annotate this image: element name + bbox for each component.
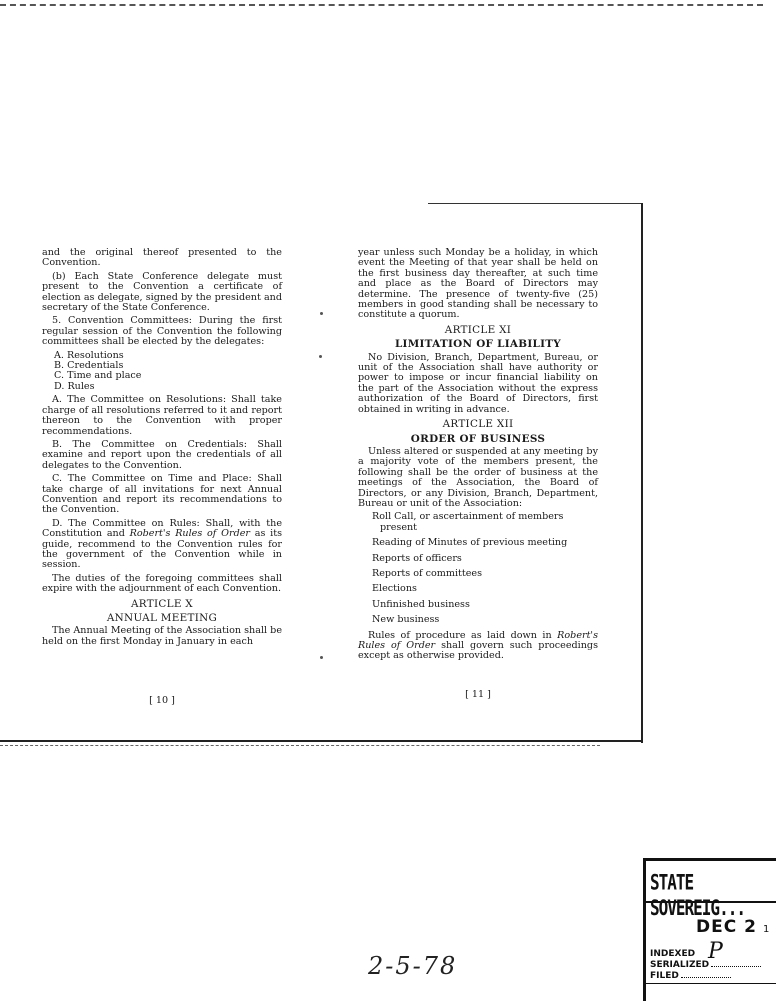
annual-meeting-paragraph: The Annual Meeting of the Association shall be held on the first Monday in January in each — [42, 625, 282, 647]
page-spread-top-edge — [428, 203, 642, 204]
order-item: Roll Call, or ascertainment of members present — [372, 511, 564, 533]
article-xii-title: ORDER OF BUSINESS — [410, 432, 546, 445]
page-number-right: [ 11 ] — [465, 689, 491, 700]
left-page — [42, 247, 282, 706]
page-spread-right-edge — [641, 203, 643, 743]
rules-committee-paragraph: D. The Committee on Rules: Shall, with the Constitution and Robert's Rules of Order as its guide, recommend to the Convention rules for the government of the Convention while in session. — [42, 517, 282, 571]
duties-paragraph: The duties of the foregoing committees shall expire with the adjournment of each Convention. — [42, 572, 282, 595]
left-paragraph: and the original thereof presented to the Convention. — [42, 247, 282, 269]
right-page — [358, 247, 598, 700]
committee-item: B. Credentials — [54, 360, 124, 372]
article-xi-title: LIMITATION OF LIABILITY — [394, 338, 562, 351]
stamp-filed-line: FILED — [650, 971, 731, 981]
committee-item: C. Time and place — [54, 370, 142, 382]
order-item: Unfinished business — [372, 598, 470, 610]
article-xii-number: ARTICLE XII — [442, 418, 514, 431]
left-paragraph: (b) Each State Conference delegate must present to the Convention a certificate of election as delegate, signed by the president and secretary of the State Conference. — [42, 270, 282, 314]
filing-stamp — [643, 858, 776, 1001]
order-of-business-list — [358, 512, 598, 625]
article-xi-number: ARTICLE XI — [444, 323, 512, 336]
scan-speck — [320, 312, 323, 315]
article-x-number: ARTICLE X — [130, 597, 193, 610]
stamp-date: DEC 2 1 — [696, 917, 771, 937]
stamp-divider — [646, 901, 776, 903]
top-dashed-edge — [0, 4, 763, 6]
handwritten-date-note: 2-5-78 — [368, 952, 458, 980]
stamp-initial-scrawl: P — [708, 939, 723, 964]
committee-list — [42, 351, 282, 393]
order-of-business-paragraph: Unless altered or suspended at any meeting by a majority vote of the members present, the following shall be the order of business at the meetings of the Association, the Board of Directors, or any Division, Branch, Department, Bureau or unit of the Association: — [358, 445, 598, 509]
procedure-paragraph: Rules of procedure as laid down in Robert's Rules of Order shall govern such proceedings except as otherwise provided. — [358, 629, 598, 662]
left-paragraph: 5. Convention Committees: During the first regular session of the Convention the following committees shall be elected by the delegates: — [42, 315, 282, 348]
left-paragraph: B. The Committee on Credentials: Shall examine and report upon the credentials of all delegates to the Convention. — [42, 438, 282, 471]
left-paragraph: C. The Committee on Time and Place: Shall take charge of all invitations for next Annual Convention and report its recommendations to the Convention. — [42, 473, 282, 516]
order-item: Reports of committees — [372, 567, 483, 579]
order-item: Reading of Minutes of previous meeting — [372, 537, 568, 549]
liability-paragraph: No Division, Branch, Department, Bureau, or unit of the Association shall have authority or power to impose or incur financial liability on the part of the Association without the express authorization of the Board of Directors, first obtained in writing in advance. — [358, 351, 598, 415]
order-item: Reports of officers — [372, 552, 462, 564]
page-spread-bottom-edge — [0, 740, 643, 742]
stamp-indexed-line: INDEXED — [650, 949, 696, 959]
stamp-title: STATE SOVEREIG... — [650, 869, 745, 921]
committee-item: A. Resolutions — [54, 349, 124, 361]
stamp-bottom-rule — [646, 983, 776, 984]
order-item: New business — [372, 614, 440, 626]
order-item: Elections — [372, 583, 417, 595]
page-number-left: [ 10 ] — [149, 695, 175, 706]
page-spread-bottom-shadow — [0, 745, 600, 746]
article-x-title: ANNUAL MEETING — [106, 612, 218, 624]
left-paragraph: A. The Committee on Resolutions: Shall take charge of all resolutions referred to it and report thereon to the Convention with proper recommendations. — [42, 394, 282, 437]
stamp-serialized-line: SERIALIZED — [650, 960, 761, 970]
scan-speck — [319, 355, 322, 358]
committee-item: D. Rules — [54, 380, 95, 392]
scan-speck — [320, 656, 323, 659]
right-continuation-paragraph: year unless such Monday be a holiday, in which event the Meeting of that year shall be held on the first business day thereafter, at such time and place as the Board of Directors may determine. The presence of twenty-five (25) members in good standing shall be necessary to constitute a quorum. — [358, 247, 598, 321]
